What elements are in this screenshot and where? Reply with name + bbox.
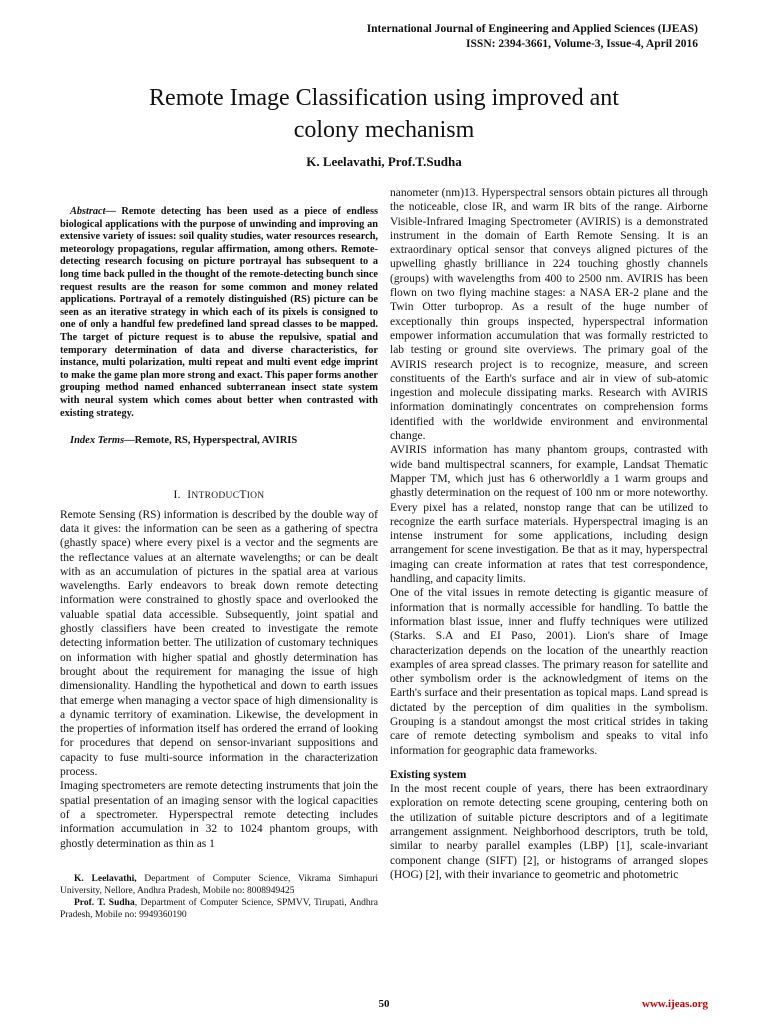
intro-paragraph-2: Imaging spectrometers are remote detecting instruments that join the spatial presentation of an imaging sensor with the logical capacities of a spectrometer. Hyperspectral remote detecting includes information accumulation in 32 to 1024 phantom groups, with ghostly determination as thin as 1 <box>60 780 378 850</box>
paper-title <box>60 82 708 146</box>
index-terms-label: Index Terms <box>70 435 125 447</box>
title-line-2: colony mechanism <box>293 117 475 143</box>
existing-system-text: In the most recent couple of years, there has been extraordinary exploration on remote detecting scene grouping, centering both on the utilization of suitable picture descriptors and of a legitimate arrangement assignment. Neighborhood descriptors, truth be told, similar to nearby parallel examples (LBP) [1], scale-invariant component change (SIFT) [2], or histograms of arranged slopes (HOG) [2], with their invariance to geometric and photometric <box>390 783 708 881</box>
existing-system-heading: Existing system <box>390 768 467 781</box>
right-paragraph-2: AVIRIS information has many phantom groups, contrasted with wide band multispectral scanners, for example, Landsat Thematic Mapper TM, which just has 6 otherworldly a 1 warm groups and ghastly determination on the request of 100 nm or more noteworthy. Every pixel has a related, nonstop range that can be utilized to recognize the earth surface materials. Hyperspectral imaging is an intense instrument for some applications, including design arrangement for scene investigation. Be that as it may, hyperspectral imaging can create information at rates that test correspondence, handling, and capacity limits. <box>390 444 708 586</box>
section-smallcaps-a: NTRODUC <box>191 491 240 502</box>
abstract <box>60 206 378 420</box>
intro-paragraph-1: Remote Sensing (RS) information is described by the double way of data it gives: the information can be seen as a gathering of spectra (ghastly space) where every pixel is a vector and the segments are the reflectance values at an alternate wavelengths; or can be dealt with as an accumulation of pictures in the spatial area at various wavelengths. Early endeavors to break down remote detecting information were constrained to ghostly space and overlooked the valuable spatial data accessible. Subsequently, joint spatial and ghostly classifiers have been created to investigate the remote detecting information better. The utilization of customary techniques on information with higher spatial and ghostly determination has brought about the requirement for managing the issue of high dimensionality. Handling the hypothetical and down to earth issues that emerge when managing a vector space of high dimensionality is a dynamic territory of examination. Likewise, the development in the properties of information itself has ordered the errand of looking for procedures that depend on sensor-invariant suppositions and capacity to fuse multi-source information in the characterization process. <box>60 508 378 779</box>
left-column <box>60 186 378 921</box>
footnote-2 <box>60 897 378 921</box>
abstract-label: Abstract <box>70 206 106 217</box>
page-number: 50 <box>378 998 390 1010</box>
right-column <box>390 186 708 882</box>
index-terms <box>60 434 378 448</box>
journal-issn: ISSN: 2394-3661, Volume-3, Issue-4, April 2016 <box>466 38 698 50</box>
footnote-2-name: Prof. T. Sudha <box>74 897 135 908</box>
right-paragraph-1: nanometer (nm)13. Hyperspectral sensors obtain pictures all through the noticeable, close IR, and warm IR bits of the range. Airborne Visible-Infrared Imaging Spectrometer (AVIRIS) is a demonstrated instrument in the domain of Earth Remote Sensing. It is an extraordinary optical sensor that conveys aligned pictures of the upwelling ghastly brilliance in 224 touching ghostly channels (groups) with wavelengths from 400 to 2500 nm. AVIRIS has been flown on two flying machine stages: a NASA ER-2 plane and the Twin Otter turboprop. As a result of the huge number of exceptionally thin groups inspected, hyperspectral information empower information accumulation that was formally restricted to lab testing or ground site overviews. The primary goal of the AVIRIS research project is to recognize, measure, and screen constituents of the Earth's surface and air in view of sub-atomic ingestion and molecule dissipating marks. Research with AVIRIS information dominatingly concentrates on comprehension forms identified with the worldwide environment and environmental change. <box>390 187 708 443</box>
website-link[interactable]: www.ijeas.org <box>642 998 708 1010</box>
section-smallcaps-b: ION <box>246 491 265 502</box>
abstract-text: — Remote detecting has been used as a piece of endless biological applications with the purpose of unwinding and improving an extensive variety of issues: soil quality studies, water resources research, meteorology propagations, regular affirmation, among others. Remote-detecting research focusing on picture portrayal has subsequent to a long time back pulled in the thought of the remote-detecting bunch since request results are the reason for some common and money related applications. Portrayal of a remotely distinguished (RS) picture can be seen as an iterative strategy in which each of its pixels is consigned to one of only a handful few predefined land spread classes to be mapped. The target of picture request is to abuse the repulsive, spatial and temporary determination of data and diverse characteristics, for instance, multi polarization, multi repeat and multi event edge imprint to make the game plan more strong and exact. This paper forms another grouping method named enhanced subterranean insect state system with neural system which comes about better when contrasted with existing strategy. <box>60 206 378 419</box>
section-heading-introduction <box>60 488 378 503</box>
journal-header <box>367 22 698 52</box>
authors: K. Leelavathi, Prof.T.Sudha <box>306 154 462 169</box>
section-first-letter: I <box>187 489 192 502</box>
index-terms-text: —Remote, RS, Hyperspectral, AVIRIS <box>124 435 298 447</box>
section-number: I. <box>173 489 181 502</box>
footnote-2-text: , Department of Computer Science, SPMVV, Tirupati, Andhra Pradesh, Mobile no: 9949360190 <box>60 897 378 920</box>
footnote-1-name: K. Leelavathi, <box>74 873 137 884</box>
journal-name: International Journal of Engineering and Applied Sciences (IJEAS) <box>366 23 698 35</box>
footnote-1-text: Department of Computer Science, Vikrama Simhapuri University, Nellore, Andhra Pradesh, Mobile no: 8008949425 <box>60 873 378 896</box>
right-paragraph-3: One of the vital issues in remote detecting is gigantic measure of information that is normally accessible for handling. To battle the information blast issue, inner and fluffy techniques were utilized (Starks. S.A and EI Paso, 2001). Lion's share of Image characterization depends on the location of the unearthly reaction examples of area spread classes. The primary reason for satellite and other symbolism order is the acknowledgment of items on the Earth's surface and their presentation as topical maps. Land spread is dictated by the perception of dim qualities in the symbolism. Grouping is a standout amongst the most critical strides in taking care of remote detecting symbolism and speaks to vital info information for geographic data frameworks. <box>390 587 708 757</box>
footnote-1 <box>60 873 378 897</box>
title-line-1: Remote Image Classification using improved ant <box>149 85 619 111</box>
section-cap-t: T <box>239 489 247 502</box>
author-footnotes <box>60 873 378 921</box>
